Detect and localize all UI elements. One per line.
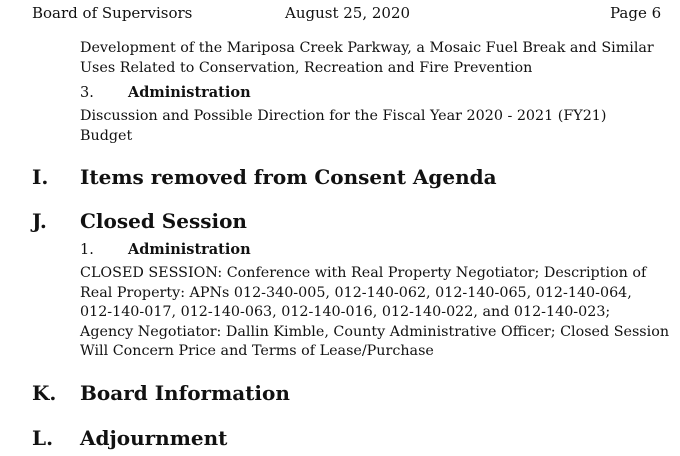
item-number: 1. xyxy=(80,242,94,258)
item-department: Administration xyxy=(128,241,251,258)
description-line: Will Concern Price and Terms of Lease/Purchase xyxy=(80,343,434,359)
item-number: 3. xyxy=(80,85,94,101)
description-line: Real Property: APNs 012-340-005, 012-140-062, 012-140-065, 012-140-064, xyxy=(80,284,632,301)
description-line: Discussion and Possible Direction for the Fiscal Year 2020 - 2021 (FY21) xyxy=(80,108,607,124)
intro-paragraph xyxy=(80,39,665,78)
section-title: Items removed from Consent Agenda xyxy=(80,165,497,189)
section-letter: J. xyxy=(32,209,47,233)
description-line: Budget xyxy=(80,127,133,144)
header-date: August 25, 2020 xyxy=(285,4,411,22)
section-title: Closed Session xyxy=(80,209,247,233)
description-line: Agency Negotiator: Dallin Kimble, County Administrative Officer; Closed Session xyxy=(80,323,670,340)
header-page-number: Page 6 xyxy=(610,4,662,22)
intro-line: Uses Related to Conservation, Recreation and Fire Prevention xyxy=(80,59,533,76)
description-line: 012-140-017, 012-140-063, 012-140-016, 012-140-022, and 012-140-023; xyxy=(80,304,611,320)
section-letter: I. xyxy=(32,165,49,189)
intro-line: Development of the Mariposa Creek Parkway, a Mosaic Fuel Break and Similar xyxy=(80,40,654,56)
item-department: Administration xyxy=(128,84,251,101)
description-line: CLOSED SESSION: Conference with Real Property Negotiator; Description of xyxy=(80,265,647,281)
section-title: Adjournment xyxy=(80,426,228,450)
section-letter: L. xyxy=(32,426,54,450)
agenda-item-3-description xyxy=(80,107,665,146)
agenda-item-3-heading xyxy=(80,84,251,102)
section-letter: K. xyxy=(32,381,57,405)
section-title: Board Information xyxy=(80,381,290,405)
closed-session-item-1-description xyxy=(80,264,670,362)
closed-session-item-1-heading xyxy=(80,241,251,259)
header-board-name: Board of Supervisors xyxy=(32,4,193,22)
